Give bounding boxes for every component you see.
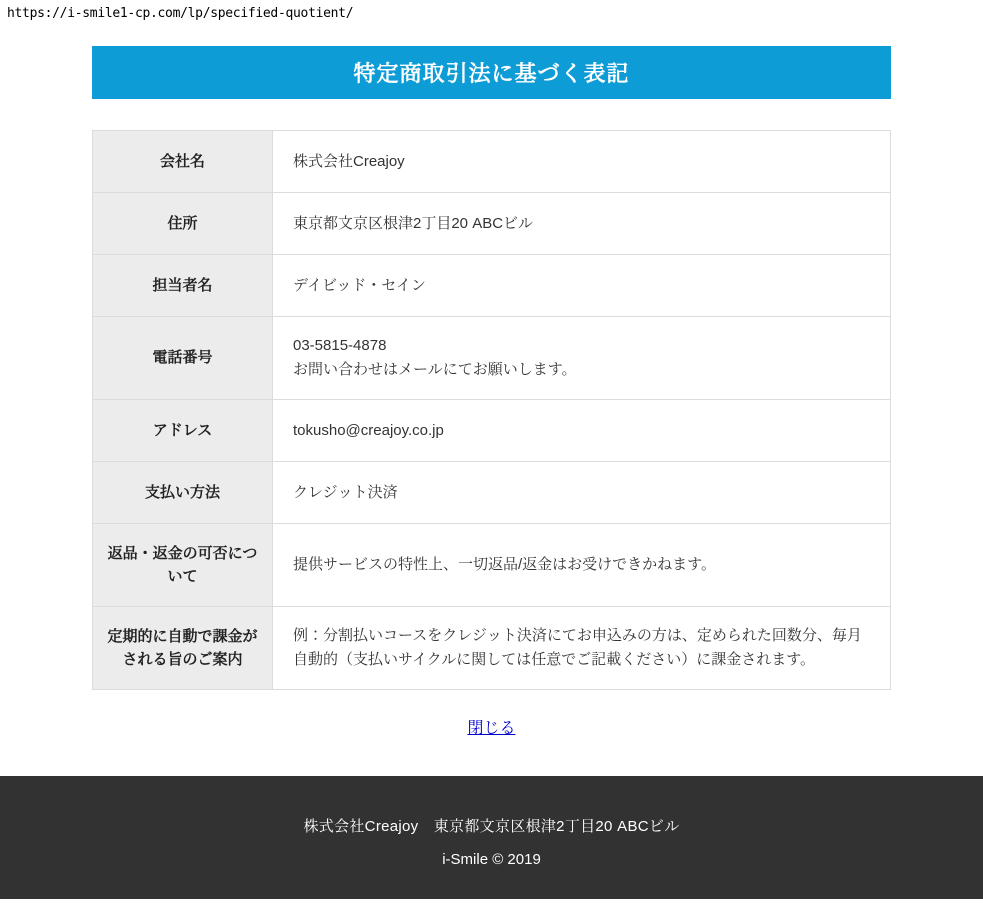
page-url-text: https://i-smile1-cp.com/lp/specified-quotient/ [7,6,354,21]
row-label: 電話番号 [93,317,273,400]
row-value: デイビッド・セイン [273,255,891,317]
footer-address: 株式会社Creajoy 東京都文京区根津2丁目20 ABCビル [303,818,680,835]
row-label: 返品・返金の可否について [93,524,273,607]
table-row-recurring-billing [93,607,891,690]
page-title: 特定商取引法に基づく表記 [353,61,630,86]
table-row-address [93,193,891,255]
row-label: 支払い方法 [93,462,273,524]
row-label: 住所 [93,193,273,255]
table-row-company [93,131,891,193]
row-value: 例：分割払いコースをクレジット決済にてお申込みの方は、定められた回数分、毎月自動的（支払いサイクルに関しては任意でご記載ください）に課金されます。 [273,607,891,690]
row-value [273,317,891,400]
close-link-container [92,715,891,738]
row-label: 定期的に自動で課金がされる旨のご案内 [93,607,273,690]
site-footer [0,776,983,899]
table-row-email [93,400,891,462]
phone-note: お問い合わせはメールにてお願いします。 [293,361,577,378]
table-row-refund-policy [93,524,891,607]
page-header-banner [92,46,891,99]
row-label: アドレス [93,400,273,462]
content-area [92,46,891,738]
close-link[interactable]: 閉じる [467,720,516,737]
row-value: 東京都文京区根津2丁目20 ABCビル [273,193,891,255]
row-value: 株式会社Creajoy [273,131,891,193]
table-row-contact-person [93,255,891,317]
phone-number: 03-5815-4878 [293,337,387,354]
footer-copyright: i-Smile © 2019 [442,851,541,868]
row-value: クレジット決済 [273,462,891,524]
legal-info-table [92,130,891,690]
row-label: 会社名 [93,131,273,193]
table-row-payment-method [93,462,891,524]
table-row-phone [93,317,891,400]
row-label: 担当者名 [93,255,273,317]
row-value: tokusho@creajoy.co.jp [273,400,891,462]
row-value: 提供サービスの特性上、一切返品/返金はお受けできかねます。 [273,524,891,607]
